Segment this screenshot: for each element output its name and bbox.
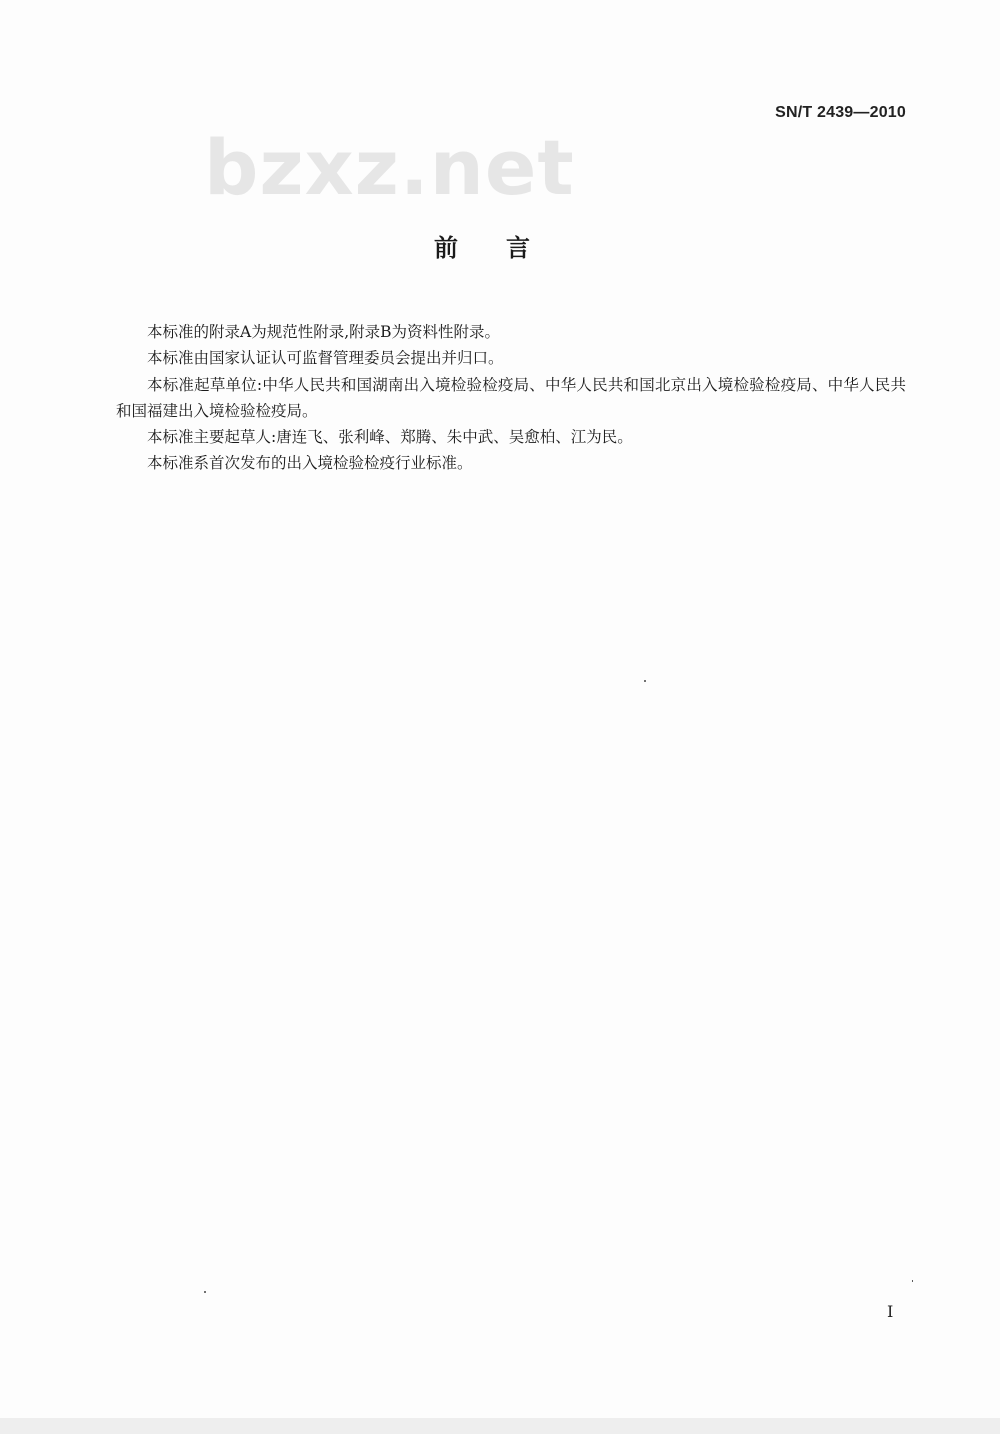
scan-speck [912,1280,913,1282]
scan-speck [644,680,646,682]
page-number: I [887,1302,894,1321]
standard-code: SN/T 2439—2010 [775,104,906,121]
preface-body [116,319,906,477]
paragraph-drafters: 本标准主要起草人:唐连飞、张利峰、郑腾、朱中武、吴愈柏、江为民。 [147,428,633,447]
paragraph-first-release: 本标准系首次发布的出入境检验检疫行业标准。 [147,454,473,473]
page-title: 前言 [434,234,578,262]
scan-speck [204,1291,206,1293]
watermark: bzxz.net [204,123,575,212]
paragraph-proposer: 本标准由国家认证认可监督管理委员会提出并归口。 [147,349,504,368]
paragraph-annex: 本标准的附录A为规范性附录,附录B为资料性附录。 [147,323,501,341]
viewer-bottom-strip [0,1418,1000,1434]
paragraph-drafting-units: 本标准起草单位:中华人民共和国湖南出入境检验检疫局、中华人民共和国北京出入境检验检疫局、中华人民共和国福建出入境检验检疫局。 [116,375,906,420]
